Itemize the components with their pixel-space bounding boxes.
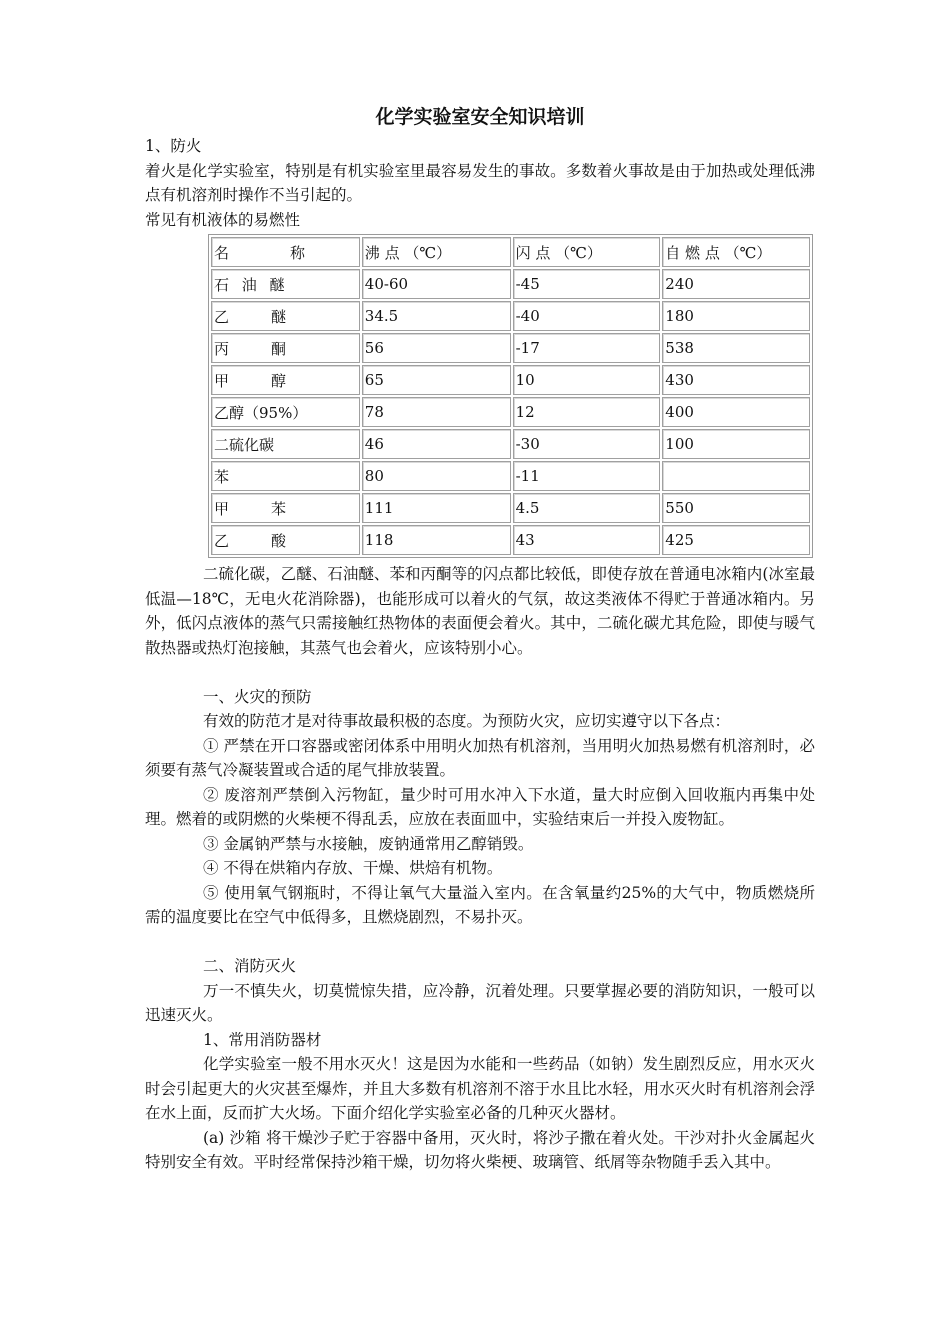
- prevention-item: ⑤ 使用氧气钢瓶时，不得让氧气大量溢入室内。在含氧量约25%的大气中，物质燃烧所需的温度要比在空气中低得多，且燃烧剧烈，不易扑灭。: [145, 883, 815, 926]
- table-cell: 180: [662, 301, 810, 331]
- table-cell: 78: [362, 397, 511, 427]
- table-cell: 100: [662, 429, 810, 459]
- table-cell: 240: [662, 269, 810, 299]
- table-cell: 甲 醇: [211, 365, 360, 395]
- prevention-item: ② 废溶剂严禁倒入污物缸，量少时可用水冲入下水道，量大时应倒入回收瓶内再集中处理。燃着的或阴燃的火柴梗不得乱丢，应放在表面皿中，实验结束后一并投入废物缸。: [145, 785, 815, 828]
- table-cell: 65: [362, 365, 511, 395]
- table-cell: 425: [662, 525, 810, 555]
- blank-line: [145, 660, 815, 685]
- table-cell: 10: [513, 365, 661, 395]
- flammability-table-wrapper: [208, 234, 813, 558]
- table-cell: 43: [513, 525, 661, 555]
- table-cell: -30: [513, 429, 661, 459]
- section-fire-intro: 着火是化学实验室，特别是有机实验室里最容易发生的事故。多数着火事故是由于加热或处理低沸点有机溶剂时操作不当引起的。: [145, 161, 815, 204]
- after-table-paragraph: 二硫化碳，乙醚、石油醚、苯和丙酮等的闪点都比较低，即使存放在普通电冰箱内(冰室最低温—18℃，无电火花消除器)，也能形成可以着火的气氛，故这类液体不得贮于普通冰箱内。另外，低闪点液体的蒸气只需接触红热物体的表面便会着火。其中，二硫化碳尤其危险，即使与暖气散热器或热灯泡接触，其蒸气也会着火，应该特别小心。: [145, 565, 815, 657]
- prevention-item: ④ 不得在烘箱内存放、干燥、烘焙有机物。: [203, 859, 503, 877]
- firefighting-intro: 万一不慎失火，切莫慌惊失措，应冷静，沉着处理。只要掌握必要的消防知识，一般可以迅速灭火。: [145, 981, 815, 1024]
- table-row: [211, 301, 810, 331]
- table-caption: 常见有机液体的易燃性: [145, 210, 301, 229]
- table-header-cell: 自 燃 点 （℃）: [662, 237, 810, 267]
- table-cell: [662, 461, 810, 491]
- table-cell: 538: [662, 333, 810, 363]
- table-cell: 430: [662, 365, 810, 395]
- table-header-cell: 沸 点 （℃）: [362, 237, 511, 267]
- table-row: [211, 365, 810, 395]
- flammability-table: [208, 234, 813, 558]
- prevention-heading: 一、火灾的预防: [203, 687, 312, 706]
- table-cell: -45: [513, 269, 661, 299]
- table-cell: -11: [513, 461, 661, 491]
- table-cell: 12: [513, 397, 661, 427]
- table-header-cell: 闪 点 （℃）: [513, 237, 661, 267]
- table-cell: 甲 苯: [211, 493, 360, 523]
- table-header-row: [211, 237, 810, 267]
- table-cell: 111: [362, 493, 511, 523]
- section-fire-heading: 1、防火: [145, 137, 202, 155]
- document-page: [145, 100, 815, 1175]
- equipment-heading: 1、常用消防器材: [203, 1030, 322, 1049]
- table-cell: 550: [662, 493, 810, 523]
- table-cell: 34.5: [362, 301, 511, 331]
- table-cell: 二硫化碳: [211, 429, 360, 459]
- table-cell: 丙 酮: [211, 333, 360, 363]
- table-cell: 56: [362, 333, 511, 363]
- table-cell: 80: [362, 461, 511, 491]
- table-cell: 40-60: [362, 269, 511, 299]
- table-header-cell: 名 称: [211, 237, 360, 267]
- table-row: [211, 429, 810, 459]
- table-cell: 乙醇（95%）: [211, 397, 360, 427]
- table-cell: -40: [513, 301, 661, 331]
- document-title: 化学实验室安全知识培训: [375, 106, 585, 128]
- table-row: [211, 269, 810, 299]
- table-row: [211, 493, 810, 523]
- table-cell: 石 油 醚: [211, 269, 360, 299]
- sandbox-item: (a) 沙箱 将干燥沙子贮于容器中备用，灭火时，将沙子撒在着火处。干沙对扑火金属起火特别安全有效。平时经常保持沙箱干燥，切勿将火柴梗、玻璃管、纸屑等杂物随手丢入其中。: [145, 1128, 815, 1171]
- table-cell: 苯: [211, 461, 360, 491]
- firefighting-heading: 二、消防灭火: [203, 957, 297, 975]
- table-cell: 乙 醚: [211, 301, 360, 331]
- table-row: [211, 333, 810, 363]
- table-row: [211, 525, 810, 555]
- table-row: [211, 461, 810, 491]
- table-cell: 4.5: [513, 493, 661, 523]
- table-cell: 400: [662, 397, 810, 427]
- prevention-item: ③ 金属钠严禁与水接触，废钠通常用乙醇销毁。: [203, 834, 534, 853]
- prevention-item: ① 严禁在开口容器或密闭体系中用明火加热有机溶剂，当用明火加热易燃有机溶剂时，必须要有蒸气冷凝装置或合适的尾气排放装置。: [145, 736, 815, 779]
- table-cell: 118: [362, 525, 511, 555]
- table-row: [211, 397, 810, 427]
- blank-line: [145, 930, 815, 955]
- equipment-intro: 化学实验室一般不用水灭火！这是因为水能和一些药品（如钠）发生剧烈反应，用水灭火时会引起更大的火灾甚至爆炸，并且大多数有机溶剂不溶于水且比水轻，用水灭火时有机溶剂会浮在水上面，反而扩大火场。下面介绍化学实验室必备的几种灭火器材。: [145, 1055, 815, 1122]
- table-cell: 乙 酸: [211, 525, 360, 555]
- prevention-intro: 有效的防范才是对待事故最积极的态度。为预防火灾，应切实遵守以下各点：: [203, 712, 731, 730]
- table-cell: -17: [513, 333, 661, 363]
- table-cell: 46: [362, 429, 511, 459]
